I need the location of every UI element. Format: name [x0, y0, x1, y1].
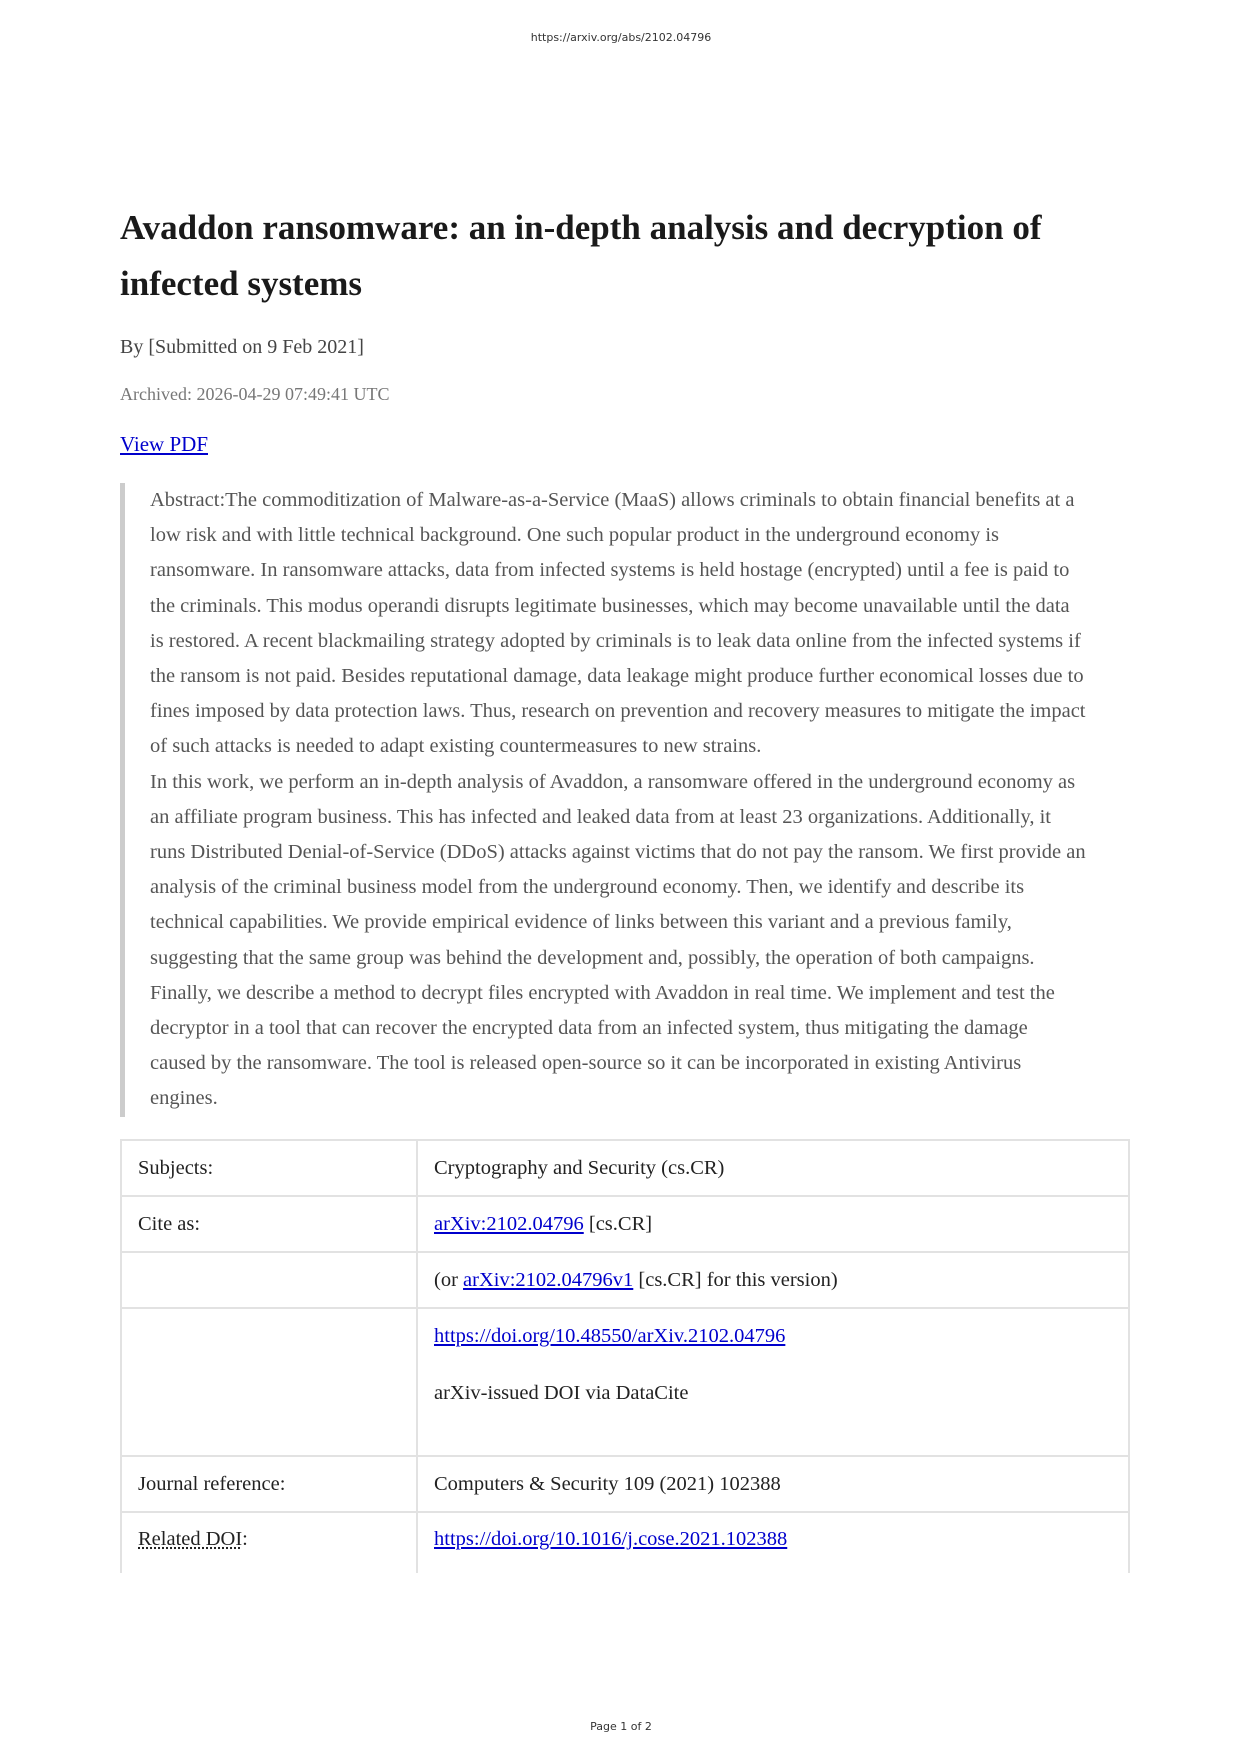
arxiv-doi-link[interactable]: https://doi.org/10.48550/arXiv.2102.04796 [434, 1324, 786, 1347]
cite-as-label: Cite as: [121, 1196, 417, 1252]
version-label-empty [121, 1252, 417, 1308]
abstract-paragraph: In this work, we perform an in-depth analysis of Avaddon, a ransomware offered in the underground economy as an affiliate program business. This has infected and leaked data from at least 23 organizations. Additionally, it runs Distributed Denial-of-Service (DDoS) attacks against victims that do not pay the ransom. We first provide an analysis of the criminal business model from the underground economy. Then, we identify and describe its technical capabilities. We provide empirical evidence of links between this variant and a previous family, suggesting that the same group was behind the development and, possibly, the operation of both campaigns. [150, 770, 1086, 969]
page-title: Avaddon ransomware: an in-depth analysis and decryption of infected systems [120, 208, 1042, 303]
journal-reference-value: Computers & Security 109 (2021) 102388 [417, 1456, 1129, 1512]
table-row-version [121, 1252, 1129, 1308]
related-doi-colon: : [242, 1527, 248, 1550]
version-prefix: (or [434, 1268, 464, 1291]
abstract-paragraph: Finally, we describe a method to decrypt files encrypted with Avaddon in real time. We implement and test the decryptor in a tool that can recover the encrypted data from an infected system, thus mitigating the damage caused by the ransomware. The tool is released open-source so it can be incorporated in existing Antivirus engines. [150, 981, 1055, 1110]
page-indicator: Page 1 of 2 [590, 1720, 652, 1733]
doi-label-empty [121, 1308, 417, 1456]
cite-as-value [417, 1196, 1129, 1252]
archived-timestamp: Archived: 2026-04-29 07:49:41 UTC [120, 384, 390, 404]
table-row-related-doi [121, 1512, 1129, 1573]
abstract-block [120, 483, 1128, 1117]
article-content [120, 208, 1128, 1573]
version-value [417, 1252, 1129, 1308]
related-doi-abbr[interactable]: Related DOI [138, 1527, 243, 1550]
subjects-label: Subjects: [121, 1140, 417, 1196]
arxiv-version-link[interactable]: arXiv:2102.04796v1 [463, 1268, 634, 1291]
doi-value [417, 1308, 1129, 1456]
page-header-url: https://arxiv.org/abs/2102.04796 [530, 31, 712, 44]
subjects-value: Cryptography and Security (cs.CR) [417, 1140, 1129, 1196]
related-doi-value [417, 1512, 1129, 1573]
submission-byline: By [Submitted on 9 Feb 2021] [120, 336, 364, 358]
abstract-paragraph: Abstract:The commoditization of Malware-as-a-Service (MaaS) allows criminals to obtain financial benefits at a low risk and with little technical background. One such popular product in the underground economy is ransomware. In ransomware attacks, data from infected systems is held hostage (encrypted) until a fee is paid to the criminals. This modus operandi disrupts legitimate businesses, which may become unavailable until the data is restored. A recent blackmailing strategy adopted by criminals is to leak data online from the infected systems if the ransom is not paid. Besides reputational damage, data leakage might produce further economical losses due to fines imposed by data protection laws. Thus, research on prevention and recovery measures to mitigate the impact of such attacks is needed to adapt existing countermeasures to new strains. [150, 489, 1086, 758]
journal-reference-label: Journal reference: [121, 1456, 417, 1512]
doi-note: arXiv-issued DOI via DataCite [434, 1381, 689, 1404]
table-row-cite-as [121, 1196, 1129, 1252]
view-pdf-link[interactable]: View PDF [120, 432, 208, 456]
table-row-journal-reference [121, 1456, 1129, 1512]
arxiv-id-link[interactable]: arXiv:2102.04796 [434, 1212, 584, 1235]
table-row-doi [121, 1308, 1129, 1456]
version-suffix: [cs.CR] for this version) [633, 1268, 838, 1291]
metadata-table [120, 1139, 1130, 1573]
related-doi-label [121, 1512, 417, 1573]
related-doi-link[interactable]: https://doi.org/10.1016/j.cose.2021.102388 [434, 1527, 788, 1550]
cite-as-category: [cs.CR] [583, 1212, 653, 1235]
table-row-subjects [121, 1140, 1129, 1196]
